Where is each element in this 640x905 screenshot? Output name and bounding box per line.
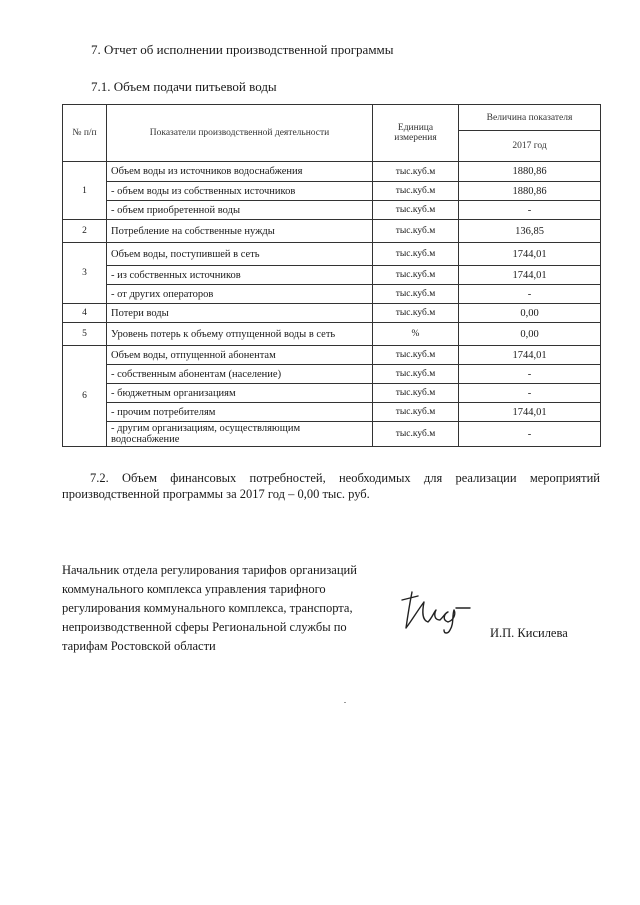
table-row: [63, 304, 601, 323]
unit-cell: %: [373, 323, 459, 346]
table-row: [63, 403, 601, 422]
scan-speck: [344, 702, 346, 703]
row-number: 6: [63, 346, 107, 447]
value-cell: 136,85: [459, 220, 601, 243]
position-line: коммунального комплекса управления тарифного: [62, 582, 326, 596]
value-cell: 1744,01: [459, 346, 601, 365]
subsection-heading: 7.1. Объем подачи питьевой воды: [91, 79, 277, 94]
table-row: [63, 285, 601, 304]
value-cell: 1880,86: [459, 182, 601, 201]
table-row: [63, 266, 601, 285]
position-line: тарифам Ростовской области: [62, 639, 216, 653]
financial-needs-paragraph: 7.2. Объем финансовых потребностей, необходимых для реализации мероприятий производственной программы за 2017 год – 0,00 тыс. руб.: [62, 471, 600, 501]
position-line: регулирования коммунального комплекса, транспорта,: [62, 601, 353, 615]
signatory-position: [62, 561, 392, 656]
table-row: [63, 182, 601, 201]
table-row: [63, 384, 601, 403]
table-row: [63, 243, 601, 266]
indicator-cell: - прочим потребителям: [107, 403, 373, 422]
unit-cell: тыс.куб.м: [373, 243, 459, 266]
unit-cell: тыс.куб.м: [373, 285, 459, 304]
value-cell: 1744,01: [459, 266, 601, 285]
table-row: [63, 422, 601, 447]
unit-cell: тыс.куб.м: [373, 346, 459, 365]
header-value-group: Величина показателя: [459, 105, 601, 131]
value-cell: -: [459, 201, 601, 220]
header-year: 2017 год: [459, 131, 601, 162]
unit-cell: тыс.куб.м: [373, 384, 459, 403]
indicator-cell: - другим организациям, осуществляющим водоснабжение: [107, 422, 373, 447]
row-number: 3: [63, 243, 107, 304]
value-cell: 1744,01: [459, 243, 601, 266]
unit-cell: тыс.куб.м: [373, 422, 459, 447]
unit-cell: тыс.куб.м: [373, 304, 459, 323]
table-row: [63, 323, 601, 346]
unit-cell: тыс.куб.м: [373, 182, 459, 201]
water-supply-table: [62, 104, 601, 447]
table-row: [63, 365, 601, 384]
indicator-cell: Объем воды из источников водоснабжения: [107, 162, 373, 182]
indicator-cell: - объем воды из собственных источников: [107, 182, 373, 201]
unit-cell: тыс.куб.м: [373, 201, 459, 220]
indicator-cell: Потребление на собственные нужды: [107, 220, 373, 243]
value-cell: 0,00: [459, 323, 601, 346]
position-line: Начальник отдела регулирования тарифов организаций: [62, 563, 357, 577]
unit-cell: тыс.куб.м: [373, 403, 459, 422]
indicator-cell: - собственным абонентам (население): [107, 365, 373, 384]
unit-cell: тыс.куб.м: [373, 266, 459, 285]
value-cell: -: [459, 422, 601, 447]
value-cell: -: [459, 384, 601, 403]
header-unit: Единица измерения: [373, 105, 459, 162]
unit-cell: тыс.куб.м: [373, 220, 459, 243]
header-indicator: Показатели производственной деятельности: [107, 105, 373, 162]
table-row: [63, 201, 601, 220]
signatory-name: И.П. Кисилева: [490, 626, 568, 640]
indicator-cell: Уровень потерь к объему отпущенной воды в сеть: [107, 323, 373, 346]
table-row: [63, 220, 601, 243]
table-body: [63, 162, 601, 447]
value-cell: 1744,01: [459, 403, 601, 422]
indicator-cell: - от других операторов: [107, 285, 373, 304]
value-cell: -: [459, 365, 601, 384]
value-cell: 0,00: [459, 304, 601, 323]
unit-cell: тыс.куб.м: [373, 365, 459, 384]
indicator-cell: - из собственных источников: [107, 266, 373, 285]
row-number: 5: [63, 323, 107, 346]
header-num: № п/п: [63, 105, 107, 162]
position-line: непроизводственной сферы Региональной службы по: [62, 620, 347, 634]
indicator-cell: Потери воды: [107, 304, 373, 323]
section-heading: 7. Отчет об исполнении производственной программы: [91, 42, 394, 57]
indicator-cell: Объем воды, поступившей в сеть: [107, 243, 373, 266]
handwritten-signature: [398, 580, 478, 640]
indicator-cell: Объем воды, отпущенной абонентам: [107, 346, 373, 365]
row-number: 1: [63, 162, 107, 220]
indicator-cell: - объем приобретенной воды: [107, 201, 373, 220]
table-row: [63, 346, 601, 365]
value-cell: 1880,86: [459, 162, 601, 182]
value-cell: -: [459, 285, 601, 304]
row-number: 4: [63, 304, 107, 323]
unit-cell: тыс.куб.м: [373, 162, 459, 182]
indicator-cell: - бюджетным организациям: [107, 384, 373, 403]
table-row: [63, 162, 601, 182]
row-number: 2: [63, 220, 107, 243]
